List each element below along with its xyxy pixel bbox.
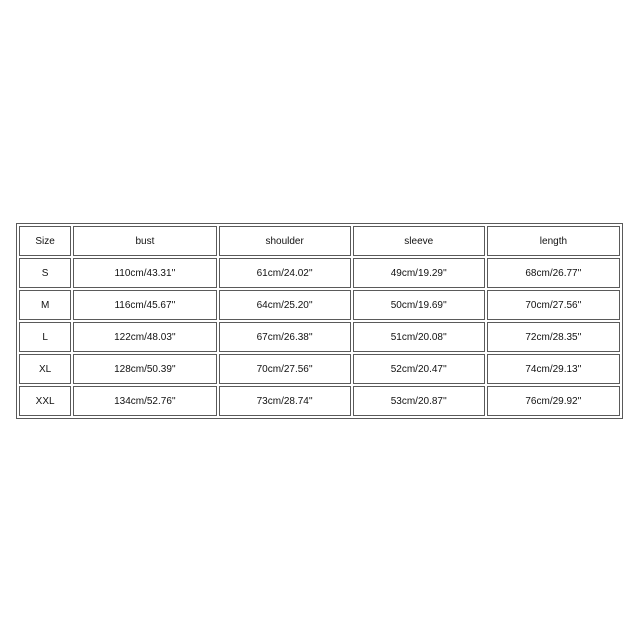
header-row bbox=[19, 226, 620, 256]
header-shoulder: shoulder bbox=[219, 226, 351, 256]
sleeve-cell: 50cm/19.69'' bbox=[353, 290, 485, 320]
length-cell: 70cm/27.56'' bbox=[487, 290, 620, 320]
size-cell: L bbox=[19, 322, 71, 352]
bust-cell: 134cm/52.76'' bbox=[73, 386, 216, 416]
length-cell: 68cm/26.77'' bbox=[487, 258, 620, 288]
shoulder-cell: 61cm/24.02'' bbox=[219, 258, 351, 288]
size-cell: M bbox=[19, 290, 71, 320]
length-cell: 74cm/29.13'' bbox=[487, 354, 620, 384]
sleeve-cell: 49cm/19.29'' bbox=[353, 258, 485, 288]
table-row bbox=[19, 386, 620, 416]
table-row bbox=[19, 322, 620, 352]
shoulder-cell: 73cm/28.74'' bbox=[219, 386, 351, 416]
size-chart-table bbox=[16, 223, 623, 419]
size-cell: XL bbox=[19, 354, 71, 384]
table-row bbox=[19, 258, 620, 288]
shoulder-cell: 64cm/25.20'' bbox=[219, 290, 351, 320]
length-cell: 76cm/29.92'' bbox=[487, 386, 620, 416]
bust-cell: 116cm/45.67'' bbox=[73, 290, 216, 320]
shoulder-cell: 67cm/26.38'' bbox=[219, 322, 351, 352]
header-size: Size bbox=[19, 226, 71, 256]
size-cell: XXL bbox=[19, 386, 71, 416]
table-row bbox=[19, 290, 620, 320]
header-sleeve: sleeve bbox=[353, 226, 485, 256]
bust-cell: 128cm/50.39'' bbox=[73, 354, 216, 384]
sleeve-cell: 51cm/20.08'' bbox=[353, 322, 485, 352]
shoulder-cell: 70cm/27.56'' bbox=[219, 354, 351, 384]
bust-cell: 110cm/43.31'' bbox=[73, 258, 216, 288]
header-bust: bust bbox=[73, 226, 216, 256]
table-row bbox=[19, 354, 620, 384]
size-cell: S bbox=[19, 258, 71, 288]
length-cell: 72cm/28.35'' bbox=[487, 322, 620, 352]
sleeve-cell: 52cm/20.47'' bbox=[353, 354, 485, 384]
bust-cell: 122cm/48.03'' bbox=[73, 322, 216, 352]
header-length: length bbox=[487, 226, 620, 256]
sleeve-cell: 53cm/20.87'' bbox=[353, 386, 485, 416]
